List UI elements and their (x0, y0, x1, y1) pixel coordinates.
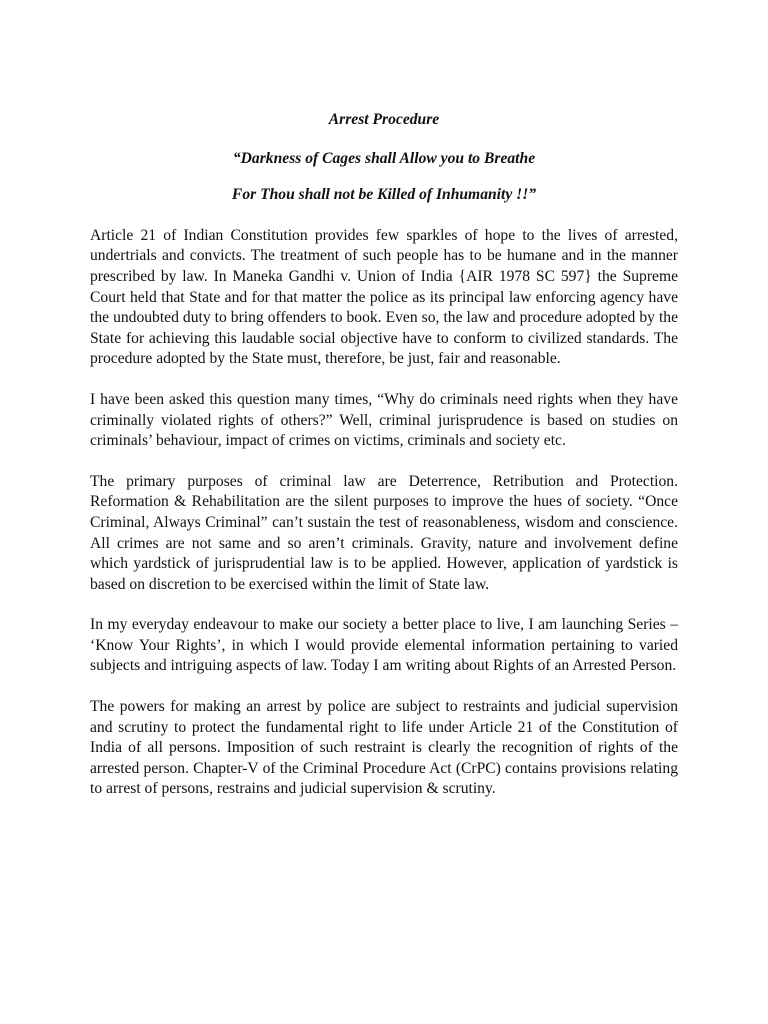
paragraph-article-21: Article 21 of Indian Constitution provides few sparkles of hope to the lives of arrested, undertrials and convicts. The treatment of such people has to be humane and in the manner prescribed by law. In Maneka Gandhi v. Union of India {AIR 1978 SC 597} the Supreme Court held that State and for that matter the police as its principal law enforcing agency have the undoubted duty to bring offenders to book. Even so, the law and procedure adopted by the State for achieving this laudable social objective have to conform to civilized standards. The procedure adopted by the State must, therefore, be just, fair and reasonable. (90, 226, 678, 368)
paragraph-know-your-rights-series: In my everyday endeavour to make our society a better place to live, I am launching Series – ‘Know Your Rights’, in which I would provide elemental information pertaining to varied subjects and intriguing aspects of law. Today I am writing about Rights of an Arrested Person. (90, 616, 678, 675)
document-title: Arrest Procedure (328, 111, 440, 128)
paragraph-criminal-rights-question: I have been asked this question many times, “Why do criminals need rights when they have criminally violated rights of others?” Well, criminal jurisprudence is based on studies on criminals’ behaviour, impact of crimes on victims, criminals and society etc. (90, 390, 678, 450)
document-subtitle-line-2: For Thou shall not be Killed of Inhumanity !!” (231, 186, 537, 204)
paragraph-purposes-of-criminal-law: The primary purposes of criminal law are Deterrence, Retribution and Protection. Reformation & Rehabilitation are the silent purposes to improve the hues of society. “Once Criminal, Always Criminal” can’t sustain the test of reasonableness, wisdom and conscience. All crimes are not same and so aren’t criminals. Gravity, nature and involvement define which yardstick of jurisprudential law is to be applied. However, application of yardstick is based on discretion to be exercised within the limit of State law. (90, 472, 678, 593)
document-subtitle-line-1: “Darkness of Cages shall Allow you to Breathe (232, 149, 536, 167)
paragraph-powers-of-arrest: The powers for making an arrest by police are subject to restraints and judicial supervision and scrutiny to protect the fundamental right to life under Article 21 of the Constitution of India of all persons. Imposition of such restraint is clearly the recognition of rights of the arrested person. Chapter-V of the Criminal Procedure Act (CrPC) contains provisions relating to arrest of persons, restrains and judicial supervision & scrutiny. (90, 698, 678, 798)
document-page (90, 110, 678, 820)
